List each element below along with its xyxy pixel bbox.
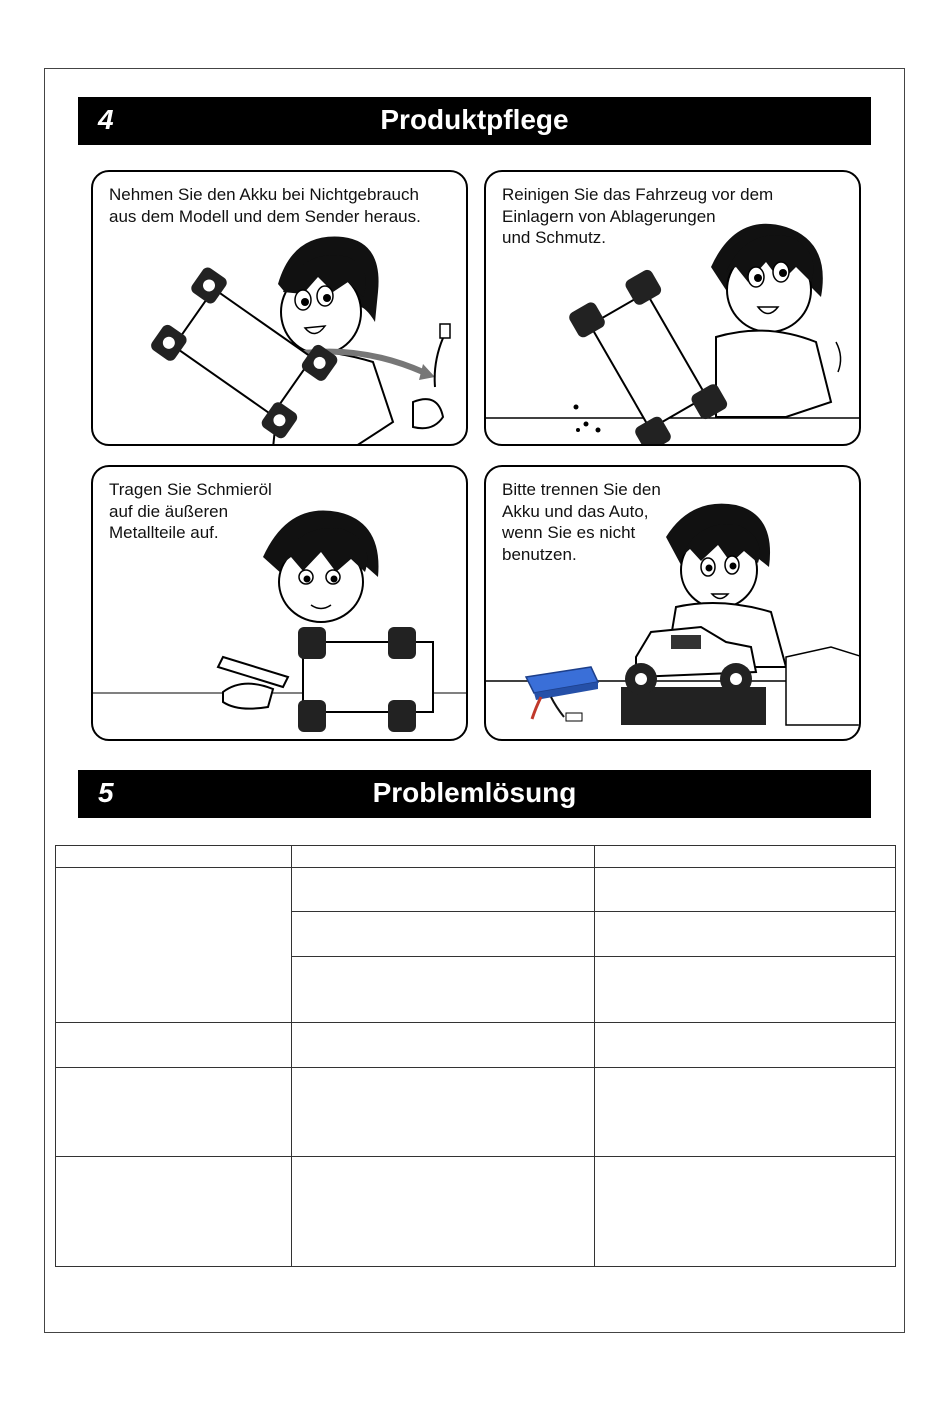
section-5-number: 5 xyxy=(98,777,114,808)
table-cell xyxy=(56,1068,292,1157)
table-row xyxy=(56,1023,896,1068)
table-row xyxy=(56,1068,896,1157)
table-row xyxy=(56,1157,896,1267)
panel-caption: Reinigen Sie das Fahrzeug vor dem Einlagern von Ablagerungen und Schmutz. xyxy=(502,185,774,247)
table-header-cell xyxy=(595,846,896,868)
table-cell xyxy=(595,957,896,1023)
table-cell xyxy=(56,1023,292,1068)
table-header-cell xyxy=(56,846,292,868)
panel-caption: Tragen Sie Schmieröl auf die äußeren Metallteile auf. xyxy=(109,480,272,542)
section-5-header xyxy=(78,770,871,818)
panel-caption: Bitte trennen Sie den Akku und das Auto, wenn Sie es nicht benutzen. xyxy=(502,480,661,564)
table-cell xyxy=(292,912,595,957)
illustration-panel-disconnect-battery xyxy=(484,465,861,741)
troubleshooting-table xyxy=(55,845,896,1267)
section-4-title: Produktpflege xyxy=(380,104,569,135)
table-cell xyxy=(595,1068,896,1157)
table-cell xyxy=(595,912,896,957)
illustration-panel-remove-battery xyxy=(91,170,468,446)
section-4-header xyxy=(78,97,871,145)
table-cell xyxy=(292,1068,595,1157)
table-cell xyxy=(595,1023,896,1068)
table-row xyxy=(56,868,896,912)
table-header-cell xyxy=(292,846,595,868)
table-cell xyxy=(595,868,896,912)
illustration-panel-clean-vehicle xyxy=(484,170,861,446)
table-cell xyxy=(595,1157,896,1267)
table-cell xyxy=(292,957,595,1023)
illustration-panel-apply-oil xyxy=(91,465,468,741)
table-cell xyxy=(56,868,292,1023)
table-cell xyxy=(56,1157,292,1267)
table-cell xyxy=(292,1023,595,1068)
table-header-row xyxy=(56,846,896,868)
panel-caption: Nehmen Sie den Akku bei Nichtgebrauch aus dem Modell und dem Sender heraus. xyxy=(109,185,421,226)
table-cell xyxy=(292,1157,595,1267)
section-5-title: Problemlösung xyxy=(372,777,577,808)
table-cell xyxy=(292,868,595,912)
section-4-number: 4 xyxy=(98,104,114,135)
